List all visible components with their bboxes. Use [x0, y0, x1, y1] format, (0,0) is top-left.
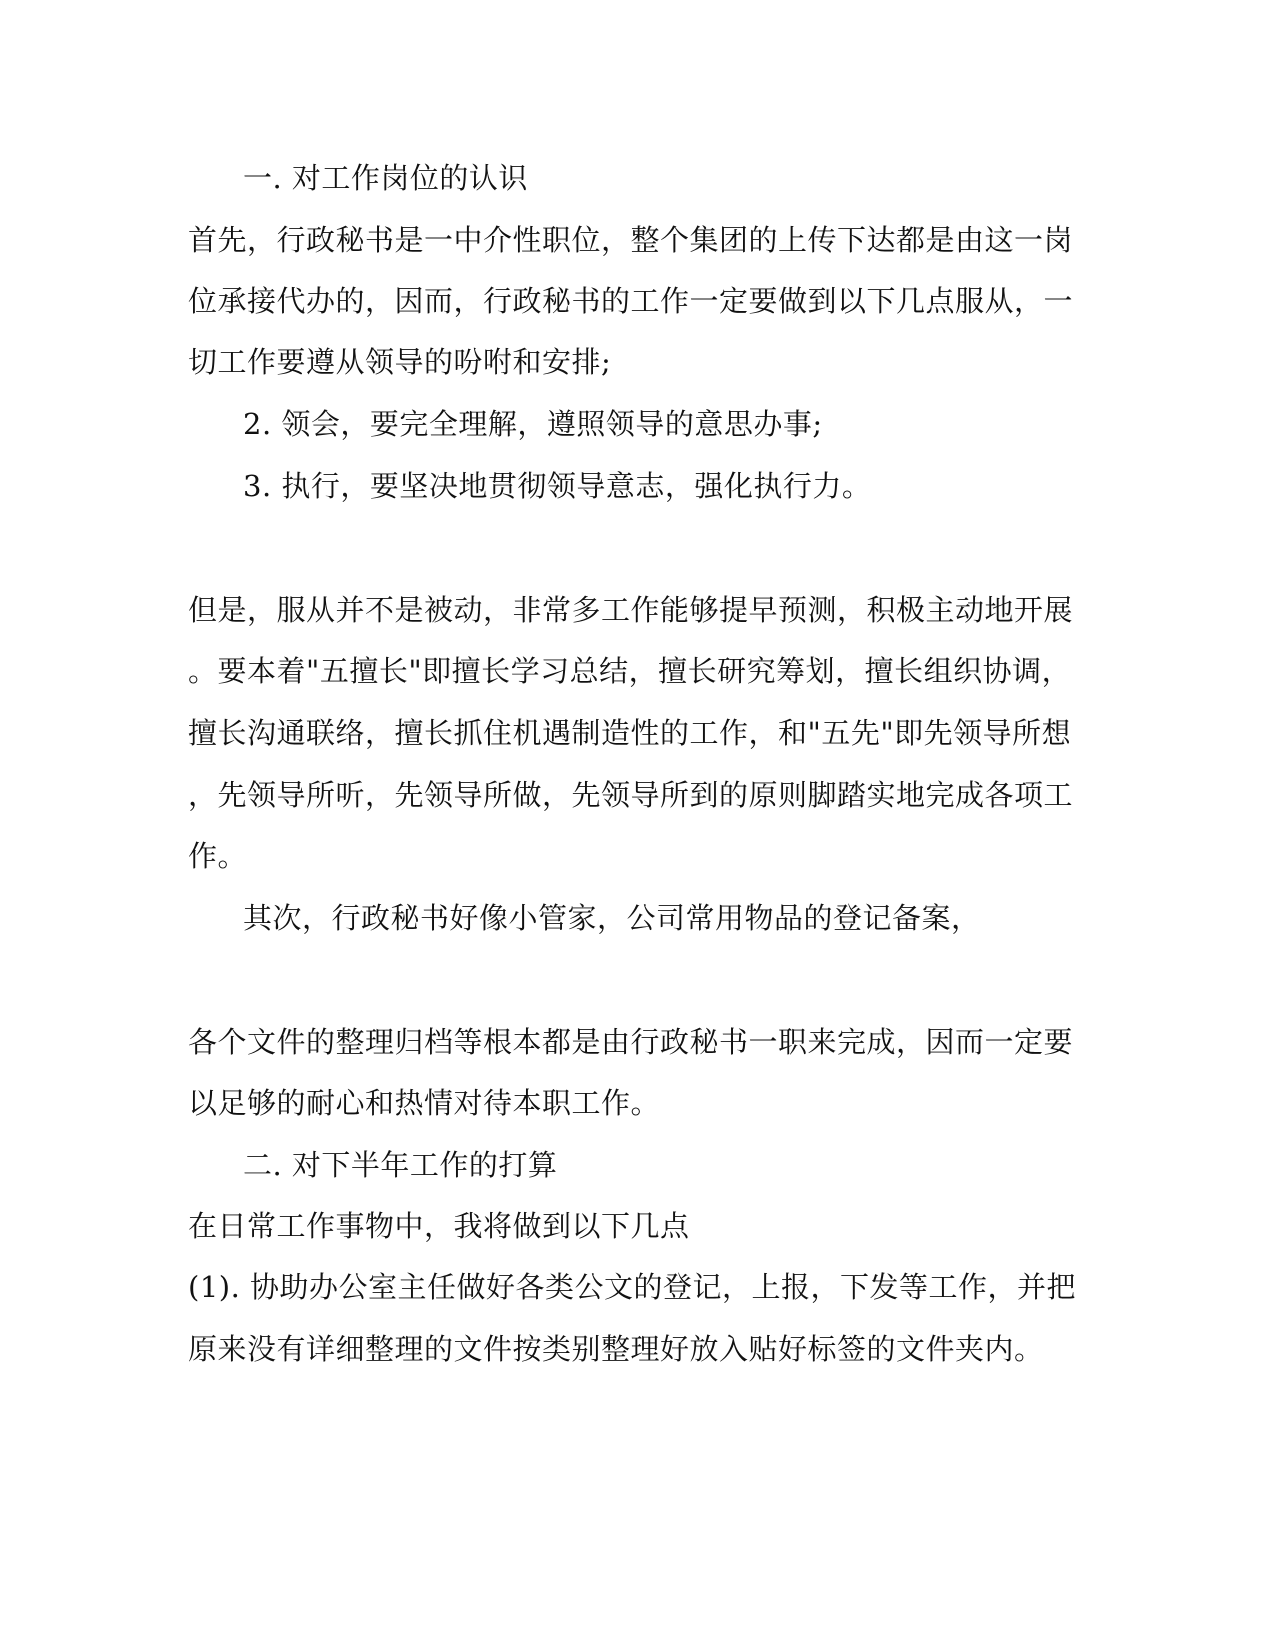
list-item: (1). 协助办公室主任做好各类公文的登记，上报，下发等工作，并把 — [188, 1270, 1077, 1304]
paragraph-line: 。要本着"五擅长"即擅长学习总结，擅长研究筹划，擅长组织协调， — [188, 654, 1072, 688]
paragraph-line: 擅长沟通联络，擅长抓住机遇制造性的工作，和"五先"即先领导所想 — [188, 716, 1072, 750]
paragraph-line: 切工作要遵从领导的吩咐和安排; — [188, 345, 612, 379]
list-item: 2. 领会，要完全理解，遵照领导的意思办事; — [243, 407, 823, 441]
paragraph-line: 但是，服从并不是被动，非常多工作能够提早预测，积极主动地开展 — [188, 593, 1074, 627]
paragraph-line: 原来没有详细整理的文件按类别整理好放入贴好标签的文件夹内。 — [188, 1332, 1044, 1366]
paragraph-line: 在日常工作事物中，我将做到以下几点 — [188, 1209, 690, 1243]
paragraph-line: 首先，行政秘书是一中介性职位，整个集团的上传下达都是由这一岗 — [188, 223, 1074, 257]
paragraph-line: 作。 — [188, 839, 248, 873]
list-item: 3. 执行，要坚决地贯彻领导意志，强化执行力。 — [243, 469, 872, 503]
paragraph-line: ，先领导所听，先领导所做，先领导所到的原则脚踏实地完成各项工 — [188, 778, 1074, 812]
paragraph-line: 各个文件的整理归档等根本都是由行政秘书一职来完成，因而一定要 — [188, 1025, 1074, 1059]
paragraph-line: 其次，行政秘书好像小管家，公司常用物品的登记备案， — [243, 901, 981, 935]
paragraph-line: 位承接代办的，因而，行政秘书的工作一定要做到以下几点服从，一 — [188, 284, 1074, 318]
section-heading-1: 一. 对工作岗位的认识 — [243, 161, 528, 195]
section-heading-2: 二. 对下半年工作的打算 — [243, 1148, 558, 1182]
paragraph-line: 以足够的耐心和热情对待本职工作。 — [188, 1086, 661, 1120]
